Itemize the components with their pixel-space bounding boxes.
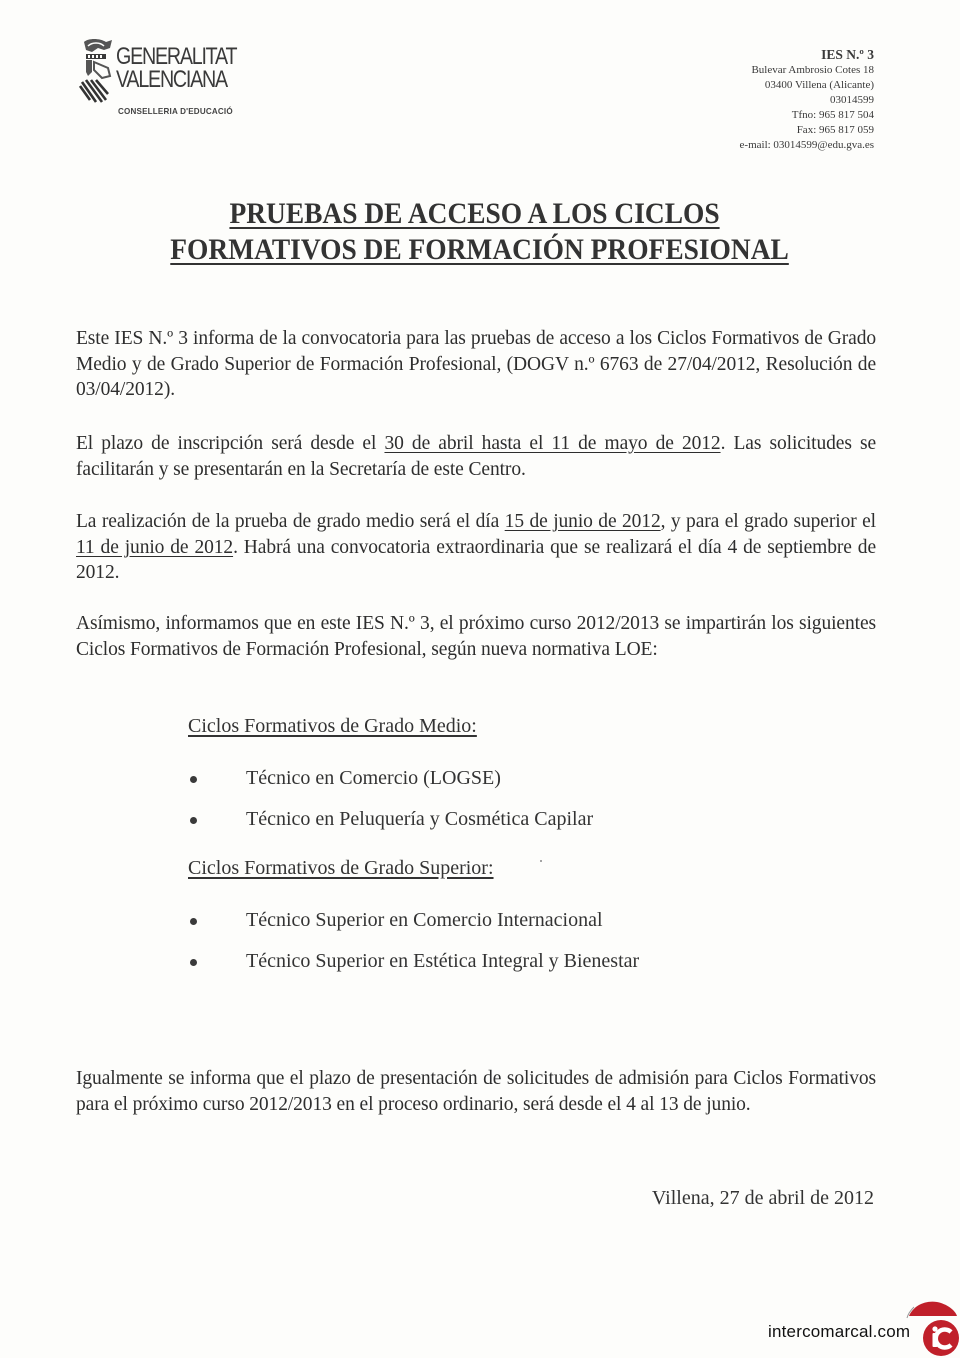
institution-name: IES N.º 3	[821, 47, 874, 62]
address-street: Bulevar Ambrosio Cotes 18	[751, 64, 874, 76]
paragraph-ciclos-intro: Asímismo, informamos que en este IES N.º 3, el próximo curso 2012/2013 se impartirán los siguientes Ciclos Formativos de Formación Profesional, según nueva normativa LOE:	[76, 613, 876, 660]
coat-of-arms-icon	[78, 38, 118, 110]
phone: Tfno: 965 817 504	[791, 109, 874, 121]
title-line-1: PRUEBAS DE ACCESO A LOS CICLOS	[229, 198, 721, 230]
inscription-dates: 30 de abril hasta el 11 de mayo de 2012	[384, 433, 721, 454]
generalitat-logo	[78, 38, 278, 128]
logo-subtitle: CONSELLERIA D'EDUCACIÓ	[118, 106, 233, 116]
document-title	[0, 196, 960, 268]
bullet-icon	[190, 918, 197, 925]
list-item-text: Técnico en Peluquería y Cosmética Capilar	[246, 808, 594, 830]
paragraph-prueba-fechas	[76, 509, 876, 586]
email: e-mail: 03014599@edu.gva.es	[739, 139, 874, 151]
grado-medio-date: 15 de junio de 2012	[504, 511, 661, 532]
p2-text-before: El plazo de inscripción será desde el	[76, 433, 385, 454]
bullet-icon	[190, 776, 197, 783]
list-item-text: Técnico Superior en Comercio Internacional	[246, 909, 603, 931]
list-item-text: Técnico en Comercio (LOGSE)	[246, 767, 501, 789]
logo-wordmark	[116, 45, 263, 91]
heading-grado-superior: Ciclos Formativos de Grado Superior:	[188, 857, 494, 879]
logo-line-1: GENERALITAT	[116, 43, 237, 70]
list-item-text: Técnico Superior en Estética Integral y Bienestar	[246, 950, 640, 972]
p2-text-after: . Las solicitudes se facilitarán y se presentarán en la Secretaría de este Centro.	[76, 433, 877, 480]
paragraph-convocatoria: Este IES N.º 3 informa de la convocatoria para las pruebas de acceso a los Ciclos Formativos de Grado Medio y de Grado Superior de Formación Profesional, (DOGV n.º 6763 de 27/04/2012, Resolución de 03/04/2012).	[76, 328, 876, 400]
p3-text-2: , y para el grado superior el	[660, 511, 876, 532]
logo-line-2: VALENCIANA	[116, 66, 227, 93]
place-date: Villena, 27 de abril de 2012	[651, 1187, 874, 1209]
p3-text-1: La realización de la prueba de grado medio será el día	[76, 511, 505, 532]
address-block	[740, 46, 874, 153]
paragraph-admision: Igualmente se informa que el plazo de presentación de solicitudes de admisión para Ciclos Formativos para el próximo curso 2012/2013 en el proceso ordinario, será desde el 4 al 13 de junio.	[76, 1068, 876, 1115]
heading-grado-medio: Ciclos Formativos de Grado Medio:	[188, 715, 477, 737]
watermark-text: intercomarcal.com	[768, 1322, 911, 1341]
title-line-2: FORMATIVOS DE FORMACIÓN PROFESIONAL	[170, 234, 790, 266]
paragraph-inscripcion	[76, 431, 876, 482]
center-code: 03014599	[830, 94, 874, 106]
fax: Fax: 965 817 059	[796, 124, 874, 136]
intercomarcal-logo-icon	[905, 1296, 960, 1358]
bullet-icon	[190, 817, 197, 824]
grado-superior-date: 11 de junio de 2012	[76, 536, 234, 558]
p3-text-3: . Habrá una convocatoria extraordinaria que se realizará el día 4 de septiembre de 2012.	[76, 536, 876, 583]
scan-speck	[540, 860, 542, 862]
address-city: 03400 Villena (Alicante)	[764, 79, 874, 91]
bullet-icon	[190, 959, 197, 966]
